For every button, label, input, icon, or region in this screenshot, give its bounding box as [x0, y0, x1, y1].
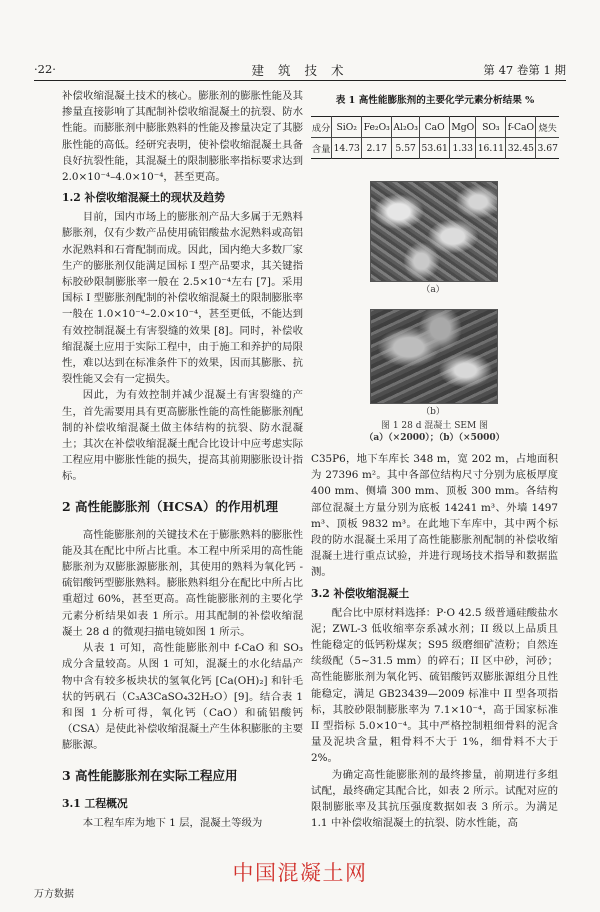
table-header-cell: Al₂O₃	[392, 117, 420, 138]
paragraph-1-2-b: 因此，为有效控制并减少混凝土有害裂缝的产生，首先需要用具有更高膨胀性能的高性能膨胀剂配制的补偿收缩混凝土做主体结构的抗裂、防水混凝土；其次在补偿收缩混凝土配合比设计中应考虑实际工程应用中膨胀性能的损失，提高其前期膨胀设计指标。	[62, 389, 303, 483]
sem-image-b	[370, 309, 498, 404]
table-header-cell: MgO	[450, 117, 476, 138]
watermark-text: 中国混凝土网	[232, 861, 368, 885]
composition-table	[311, 116, 559, 159]
paragraph-3-1-continued: C35P6，地下车库长 348 m，宽 202 m，占地面积为 27396 m²。其中各部位结构尺寸分别为底板厚度 400 mm、侧墙 300 mm、顶板 300 mm。各结构部位混凝土方量分别为底板 14241 m³、外墙 1497 m³、顶板 9832 m³。在此地下车库中，其中两个标段的防水混凝土采用了高性能膨胀剂配制的补偿收缩混凝土进行重点试验，并进行现场技术指导和数据监测。	[311, 453, 558, 579]
header-rule	[34, 80, 566, 81]
table-cell: 14.73	[332, 138, 362, 159]
table-cell: 2.17	[362, 138, 392, 159]
table-header-cell: CaO	[420, 117, 450, 138]
paragraph-2-b: 从表 1 可知，高性能膨胀剂中 f-CaO 和 SO₃ 成分含量较高。从图 1 可知，混凝土的水化结晶产物中含有较多板块状的氢氧化钙 [Ca(OH)₂] 和针毛状的钙矾石（C₃A3CaSO₄32H₂O）[9]。结合表 1 和图 1 分析可得，氧化钙（CaO）和硫铝酸钙（CSA）是使此补偿收缩混凝土产生体积膨胀的主要膨胀源。	[62, 642, 303, 752]
table-cell: 1.33	[450, 138, 476, 159]
paragraph-3-2-b: 为确定高性能膨胀剂的最终掺量，前期进行多组试配，最终确定其配合比，如表 2 所示。试配对应的限制膨胀率及其抗压强度数据如表 3 所示。为满足 1.1 中补偿收缩混凝土的抗裂、防水性能，高	[311, 768, 558, 830]
figure-caption-title: 图 1 28 d 混凝土 SEM 图	[380, 421, 489, 431]
figure-caption	[311, 420, 558, 444]
table-cell: 5.57	[392, 138, 420, 159]
table-header-cell: 成分	[311, 117, 332, 138]
figure-label-b: （b）	[421, 407, 445, 417]
table-cell: 含量	[311, 138, 332, 159]
table-cell: 16.11	[476, 138, 506, 159]
table-1	[311, 92, 559, 159]
journal-title: 建 筑 技 术	[251, 63, 349, 78]
heading-2: 2 高性能膨胀剂（HCSA）的作用机理	[62, 498, 279, 514]
table-cell: 3.67	[536, 138, 559, 159]
paragraph-2-a: 高性能膨胀剂的关键技术在于膨胀熟料的膨胀性能及其在配比中所占比重。本工程中所采用的高性能膨胀剂为双膨胀源膨胀剂，其使用的熟料为氧化钙 - 硫铝酸钙型膨胀熟料。膨胀熟料组分在配比中所占比重超过 60%，甚至更高。高性能膨胀剂的主要化学元素分析结果如表 1 所示。用其配制的补偿收缩混凝土 28 d 的微观扫描电镜如图 1 所示。	[62, 528, 303, 638]
left-column	[62, 88, 303, 831]
table-header-cell: SO₃	[476, 117, 506, 138]
paragraph-intro: 补偿收缩混凝土技术的核心。膨胀剂的膨胀性能及其掺量直接影响了其配制补偿收缩混凝土的抗裂、防水性能。而膨胀剂中膨胀熟料的性能及掺量决定了其膨胀性能的高低。经研究表明，使补偿收缩混凝土具备良好抗裂性能，其混凝土的限制膨胀率指标要求达到 2.0×10⁻⁴–4.0×10⁻⁴，甚至更高。	[62, 90, 303, 184]
table-caption: 表 1 高性能膨胀剂的主要化学元素分析结果 %	[335, 95, 535, 106]
table-header-row	[311, 117, 559, 138]
table-cell: 53.61	[420, 138, 450, 159]
figure-caption-subtitle: （a）（×2000）；（b）（×5000）	[364, 433, 505, 443]
figure-label-a: （a）	[421, 285, 445, 295]
table-header-cell: Fe₂O₃	[362, 117, 392, 138]
volume-issue: 第 47 卷第 1 期	[483, 63, 566, 77]
paragraph-3-1: 本工程车库为地下 1 层，混凝土等级为	[82, 816, 263, 829]
page-number: ·22·	[34, 62, 56, 76]
paragraph-1-2-a: 目前，国内市场上的膨胀剂产品大多属于无熟料膨胀剂，仅有少数产品使用硫铝酸盐水泥熟料或高铝水泥熟料和石膏配制而成。因此，国内绝大多数厂家生产的膨胀剂仅能满足国标 I 型产品要求，其关键指标胶砂限制膨胀率一般在 2.5×10⁻⁴左右 [7]。采用国标 I 型膨胀剂配制的补偿收缩混凝土的限制膨胀率一般在 1.0×10⁻⁴–2.0×10⁻⁴，甚至更低，不能达到有效控制混凝土有害裂缝的效果 [8]。同时，补偿收缩混凝土应用于实际工程中，由于施工和养护的局限性，难以达到在标准条件下的效果，因而其膨胀、抗裂性能又会有一定损失。	[62, 211, 303, 386]
table-cell: 32.45	[506, 138, 536, 159]
sem-image-a	[370, 181, 498, 282]
table-header-cell: f-CaO	[506, 117, 536, 138]
paragraph-3-2-a: 配合比中原材料选择：P·O 42.5 级普通硅酸盐水泥；ZWL-3 低收缩率奈系减水剂；II 级以上品质且性能稳定的低钙粉煤灰；S95 级磨细矿渣粉；自然连续级配（5~31.5 mm）的碎石；II 区中砂，河砂；高性能膨胀剂为氧化钙、硫铝酸钙双膨胀源组分且性能稳定，满足 GB23439—2009 标准中 II 型各项指标，其胶砂限制膨胀率为 7.1×10⁻⁴，高于国家标准 II 型指标 5.0×10⁻⁴。其中严格控制粗细骨料的泥含量及泥块含量，粗骨料不大于 1%，细骨料不大于 2%。	[311, 606, 558, 765]
table-header-cell: 烧失	[536, 117, 559, 138]
heading-3-1: 3.1 工程概况	[62, 796, 128, 810]
table-header-cell: SiO₂	[332, 117, 362, 138]
source-label: 万方数据	[34, 889, 74, 900]
heading-3-2: 3.2 补偿收缩混凝土	[311, 586, 410, 600]
page-header	[34, 56, 566, 80]
table-row	[311, 138, 559, 159]
heading-3: 3 高性能膨胀剂在实际工程应用	[62, 767, 238, 783]
heading-1-2: 1.2 补偿收缩混凝土的现状及趋势	[62, 191, 225, 205]
right-column	[311, 451, 558, 831]
